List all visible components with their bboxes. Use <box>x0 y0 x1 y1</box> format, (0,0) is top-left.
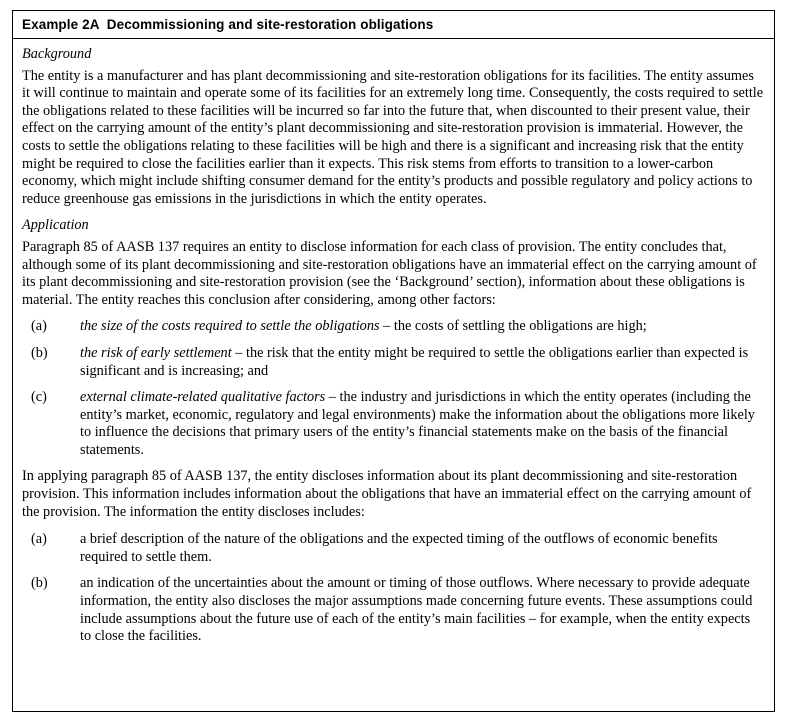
list-text <box>80 531 764 566</box>
list-text <box>80 318 764 336</box>
list-text <box>80 345 764 380</box>
list-emphasis: external climate-related qualitative factors <box>80 389 326 406</box>
list-marker: (b) <box>31 575 48 592</box>
list-marker: (a) <box>31 531 47 548</box>
list-item <box>22 531 764 566</box>
list-item <box>22 389 764 459</box>
list-body: a brief description of the nature of the obligations and the expected timing of the outflows of economic benefits required to settle them. <box>80 531 718 565</box>
background-paragraph: The entity is a manufacturer and has plant decommissioning and site-restoration obligations for its facilities. The entity assumes it will continue to maintain and operate some of its facilities for an extremely long time. Consequently, the costs required to settle the obligations related to these facilities will be incurred so far into the future that, when discounted to their present value, their effect on the carrying amount of the entity’s plant decommissioning and site-restoration provision is immaterial. However, the costs to settle the obligations relating to these facilities will be high and there is a significant and increasing risk that the entity might be required to close the facilities earlier than it expects. This risk stems from efforts to transition to a lower-carbon economy, which might include shifting consumer demand for the entity’s products and possible regulatory and policy actions to reduce greenhouse gas emissions in the jurisdictions in which the entity operates. <box>22 67 764 207</box>
list-body: – the risk that the entity might be required to settle the obligations earlier than expected is significant and is increasing; and <box>80 344 749 379</box>
list-marker: (a) <box>31 318 47 335</box>
list-text <box>80 575 764 645</box>
application-paragraph: Paragraph 85 of AASB 137 requires an entity to disclose information for each class of provision. The entity concludes that, although some of its plant decommissioning and site-restoration obligations have an immaterial effect on the carrying amount of its plant decommissioning and site-restoration provision (see the ‘Background’ section), information about these obligations is material. The entity reaches this conclusion after considering, among other factors: <box>22 238 757 308</box>
example-body <box>13 39 774 646</box>
list-emphasis: the risk of early settlement <box>80 344 232 361</box>
list-text <box>80 389 764 459</box>
factors-list <box>22 318 764 459</box>
list-item <box>22 575 764 645</box>
example-header <box>13 11 774 39</box>
list-body: – the industry and jurisdictions in which the entity operates (including the entity’s market, economic, regulatory and legal environments) make the information about the obligations more likely to influence the decisions that primary users of the entity’s financial statements make on the basis of the financial statements. <box>80 389 755 458</box>
list-body: – the costs of settling the obligations are high; <box>379 318 647 335</box>
background-heading: Background <box>22 46 92 62</box>
list-item <box>22 318 764 336</box>
disclosure-list <box>22 531 764 646</box>
example-box <box>12 10 775 712</box>
list-body: an indication of the uncertainties about the amount or timing of those outflows. Where necessary to provide adequate information, the entity also discloses the major assumptions made concerning future events. These assumptions could include assumptions about the future use of each of the entity’s main facilities – for example, when the entity expects to close the facilities. <box>80 575 753 645</box>
list-emphasis: the size of the costs required to settle the obligations <box>80 318 380 335</box>
list-marker: (b) <box>31 344 48 361</box>
example-header-title: Example 2A Decommissioning and site-restoration obligations <box>22 17 434 32</box>
list-marker: (c) <box>31 389 47 406</box>
disclosure-paragraph: In applying paragraph 85 of AASB 137, the entity discloses information about its plant decommissioning and site-restoration provision. This information includes information about the obligations that have an immaterial effect on the carrying amount of the provision. The information the entity discloses includes: <box>22 468 752 520</box>
application-heading: Application <box>22 217 89 234</box>
list-item <box>22 345 764 380</box>
